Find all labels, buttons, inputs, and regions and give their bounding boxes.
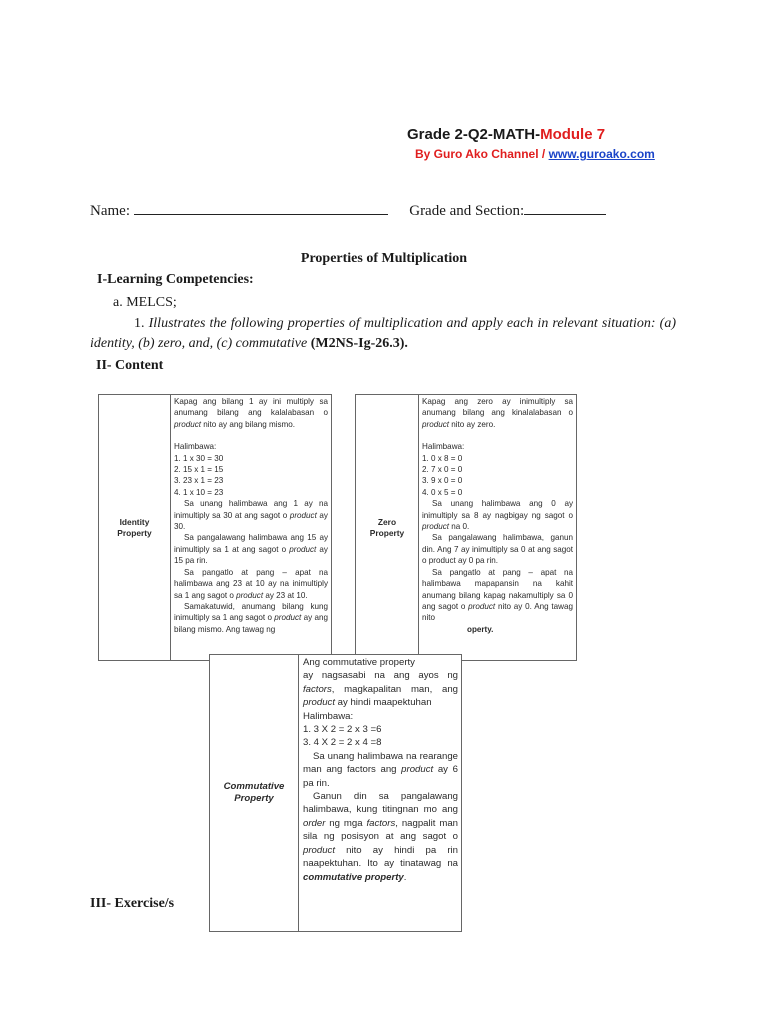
commutative-property-label: Commutative Property — [210, 655, 299, 931]
commutative-property-text: Ang commutative property ay nagsasabi na ang ayos ng factors, magkapalitan man, ang product ay hindi maapektuhan Halimbawa: 1. 3 X 2 = 2 x 3 =6 3. 4 X 2 = 2 x 4 =8 Sa unang halimbawa na rearange man ang factors ang product ay 6 pa rin. Ganun din sa pangalawang halimbawa, kung titingnan mo ang order ng mga factors, nagpalit man sila ng posisyon at ang sagot o product nito ay hindi pa rin naapektuhan. Ito ay tinatawag na commutative property. — [303, 657, 458, 883]
name-label: Name: — [90, 203, 130, 219]
zero-property-card — [355, 394, 577, 661]
byline-text: By Guro Ako Channel / — [415, 147, 549, 161]
identity-property-text: Kapag ang bilang 1 ay ini multiply sa anumang bilang ang kalalabasan o product nito ay ang bilang mismo. Halimbawa: 1. 1 x 30 = 30 2. 15 x 1 = 15 3. 23 x 1 = 23 4. 1 x 10 = 23 Sa unang halimbawa ang 1 ay na inimultiply sa 30 at ang sagot o product ay 30. Sa pangalawang halimbawa ang 15 ay inimultiply sa 1 at ang sagot o product ay 15 pa rin. Sa pangatlo at pang – apat na halimbawa ang 23 at 10 ay na inimultiply sa 1 ang sagot o product ay 23 at 10. Samakatuwid, anumang bilang kung inimultiply sa 1 ang sagot o product ay ang bilang mismo. Ang tawag ng — [174, 397, 328, 634]
grade-section-field[interactable] — [524, 200, 606, 215]
grade-section-label: Grade and Section: — [409, 203, 525, 219]
competency-text — [90, 314, 676, 354]
title-module: Module 7 — [540, 126, 606, 143]
byline — [415, 147, 655, 161]
competency-code: (M2NS-Ig-26.3). — [310, 336, 408, 351]
section-exercises: III- Exercise/s — [90, 896, 175, 911]
page-title: Properties of Multiplication — [300, 251, 468, 266]
melcs-label: a. MELCS; — [113, 295, 177, 310]
module-title — [407, 126, 605, 143]
website-link[interactable]: www.guroako.com — [548, 147, 655, 161]
identity-property-label: Identity Property — [99, 395, 171, 660]
section-learning-competencies: I-Learning Competencies: — [97, 272, 254, 287]
title-prefix: Grade 2-Q2-MATH- — [407, 126, 541, 143]
competency-body: Illustrates the following properties of multiplication and apply each in relevant situation: (a) identity, (b) zero, and, (c) commutative — [90, 316, 676, 351]
name-row — [90, 200, 606, 220]
zero-property-text: Kapag ang zero ay inimultiply sa anumang bilang ang kinalalabasan o product nito ay zero. Halimbawa: 1. 0 x 8 = 0 2. 7 x 0 = 0 3. 9 x 0 = 0 4. 0 x 5 = 0 Sa unang halimbawa ang 0 ay inimultiply sa 8 ay nagbigay ng sagot o product na 0. Sa pangalawang halimbawa, ganun din. Ang 7 ay inimultiply sa 0 at ang sagot o product ay 0 pa rin. Sa pangatlo at pang – apat na halimbawa mapapansin na kahit anumang bilang kapag nakamultiply sa 0 ang sagot o product nito ay 0. Ang tawag nito operty. — [422, 397, 573, 634]
section-content: II- Content — [96, 358, 164, 373]
competency-number: 1. — [134, 316, 145, 331]
name-field[interactable] — [134, 200, 388, 215]
zero-property-label: Zero Property — [356, 395, 419, 660]
identity-property-card — [98, 394, 332, 661]
commutative-property-card — [209, 654, 462, 932]
